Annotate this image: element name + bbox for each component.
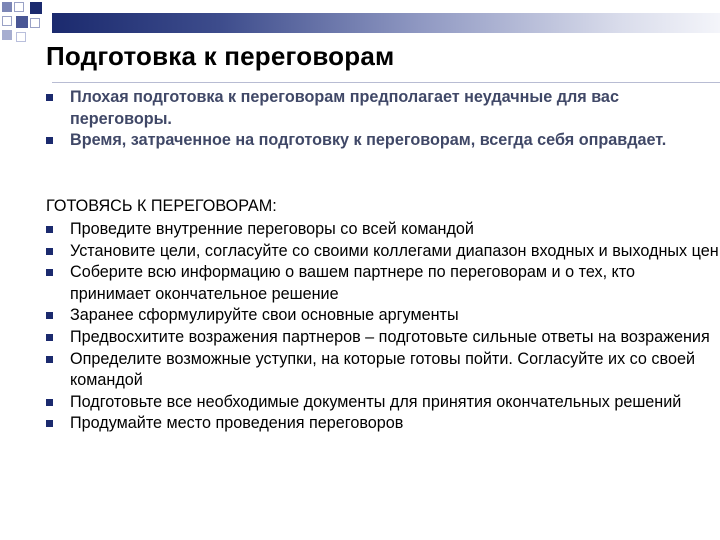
list-item xyxy=(46,305,720,327)
steps-list xyxy=(46,219,720,435)
square-bullet-icon xyxy=(46,420,53,427)
decorative-square xyxy=(2,16,12,26)
section-heading: ГОТОВЯСЬ К ПЕРЕГОВОРАМ: xyxy=(46,197,277,215)
title-divider xyxy=(52,82,720,83)
list-item-text: Определите возможные уступки, на которые готовы пойти. Согласуйте их со своей командой xyxy=(70,349,695,390)
square-bullet-icon xyxy=(46,248,53,255)
decorative-square xyxy=(30,18,40,28)
list-item xyxy=(46,262,720,305)
intro-list xyxy=(46,87,720,152)
decorative-square xyxy=(2,30,12,40)
list-item-text: Продумайте место проведения переговоров xyxy=(70,414,404,433)
square-bullet-icon xyxy=(46,356,53,363)
list-item xyxy=(46,327,720,349)
decorative-square xyxy=(14,2,24,12)
header-gradient-bar xyxy=(52,13,720,33)
list-item xyxy=(46,349,720,392)
square-bullet-icon xyxy=(46,94,53,101)
list-item xyxy=(46,392,720,414)
list-item xyxy=(46,241,720,263)
list-item-text: Предвосхитите возражения партнеров – подготовьте сильные ответы на возражения xyxy=(70,327,710,346)
list-item-text: Соберите всю информацию о вашем партнере по переговорам и о тех, кто принимает окончательное решение xyxy=(70,263,636,303)
square-bullet-icon xyxy=(46,399,53,406)
list-item-text: Подготовьте все необходимые документы для принятия окончательных решений xyxy=(70,392,682,411)
decorative-square xyxy=(16,16,28,28)
list-item-text: Установите цели, согласуйте со своими коллегами диапазон входных и выходных цен xyxy=(70,241,719,260)
list-item-text: Проведите внутренние переговоры со всей командой xyxy=(70,220,474,238)
list-item-text: Заранее сформулируйте свои основные аргументы xyxy=(70,306,459,325)
slide-title: Подготовка к переговорам xyxy=(46,41,395,71)
square-bullet-icon xyxy=(46,334,53,341)
square-bullet-icon xyxy=(46,312,53,319)
square-bullet-icon xyxy=(46,137,53,144)
list-item xyxy=(46,87,720,130)
square-bullet-icon xyxy=(46,269,53,276)
square-bullet-icon xyxy=(46,226,53,233)
decorative-square xyxy=(30,2,42,14)
list-item xyxy=(46,130,720,152)
decorative-square xyxy=(16,32,26,42)
list-item-text: Время, затраченное на подготовку к переговорам, всегда себя оправдает. xyxy=(70,131,667,150)
decorative-square xyxy=(2,2,12,12)
list-item xyxy=(46,413,720,435)
list-item-text: Плохая подготовка к переговорам предполагает неудачные для вас переговоры. xyxy=(70,88,619,128)
list-item xyxy=(46,219,720,241)
